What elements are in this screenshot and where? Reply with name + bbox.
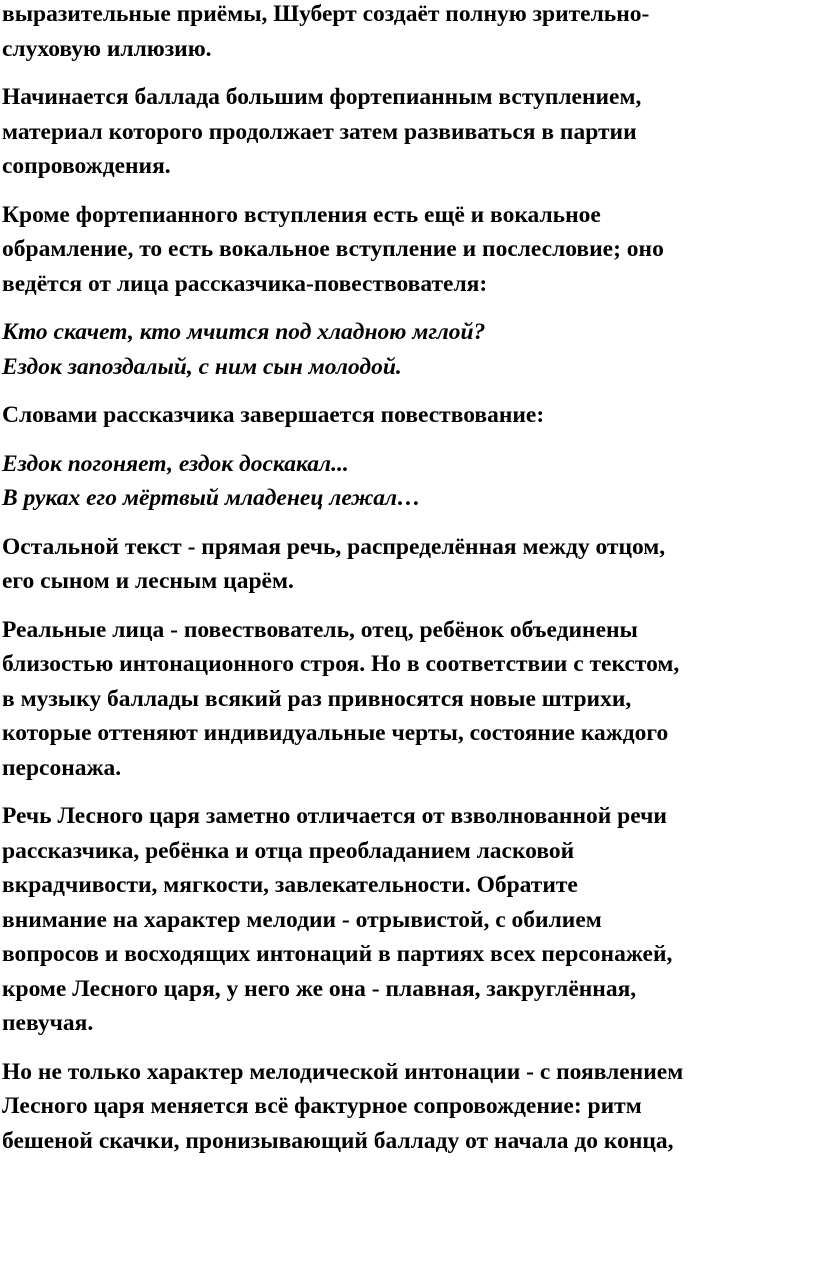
text-line: обрамление, то есть вокальное вступление и послесловие; оно — [2, 236, 664, 262]
text-line: в музыку баллады всякий раз привносятся новые штрихи, — [2, 685, 632, 712]
text-line: Речь Лесного царя заметно отличается от взволнованной речи — [2, 803, 667, 829]
text-line: близостью интонационного строя. Но в соответствии с текстом, — [2, 651, 680, 677]
text-line: персонажа. — [2, 754, 122, 781]
paragraph-forest-king-speech — [2, 799, 816, 1041]
text-line: слуховую иллюзию. — [2, 35, 212, 62]
text-line: выразительные приёмы, Шуберт создаёт полную зрительно- — [2, 1, 650, 27]
verse-line: Ездок запоздалый, с ним сын молодой. — [2, 353, 402, 380]
text-line: его сыном и лесным царём. — [2, 568, 294, 594]
text-line: Кроме фортепианного вступления есть ещё и вокальное — [2, 201, 601, 228]
paragraph-texture-change — [2, 1055, 816, 1159]
text-line: внимание на характер мелодии - отрывистой, с обилием — [2, 906, 602, 933]
quote-opening-verse — [2, 315, 816, 384]
text-line: бешеной скачки, пронизывающий балладу от начала до конца, — [2, 1127, 674, 1154]
text-line: певучая. — [2, 1010, 94, 1036]
paragraph-direct-speech — [2, 530, 816, 599]
verse-line: Ездок погоняет, ездок доскакал... — [2, 450, 349, 477]
text-line: Словами рассказчика завершается повествование: — [2, 402, 545, 428]
quote-closing-verse — [2, 447, 816, 516]
paragraph-vocal-frame — [2, 198, 816, 302]
text-line: ведётся от лица рассказчика-повествователя: — [2, 270, 488, 297]
text-line: сопровождения. — [2, 153, 171, 179]
text-line: Реальные лица - повествователь, отец, ребёнок объединены — [2, 616, 638, 643]
text-line: вкрадчивости, мягкости, завлекательности. Обратите — [2, 872, 578, 898]
text-line: Остальной текст - прямая речь, распределённая между отцом, — [2, 533, 666, 560]
text-line: вопросов и восходящих интонаций в партиях всех персонажей, — [2, 941, 673, 967]
text-line: материал которого продолжает затем развиваться в партии — [2, 118, 637, 145]
text-line: Начинается баллада большим фортепианным вступлением, — [2, 84, 642, 110]
paragraph-intro-continuation — [2, 0, 816, 66]
verse-line: В руках его мёртвый младенец лежал… — [2, 485, 421, 511]
text-line: которые оттеняют индивидуальные черты, состояние каждого — [2, 720, 669, 746]
text-line: Лесного царя меняется всё фактурное сопровождение: ритм — [2, 1093, 642, 1119]
verse-line: Кто скачет, кто мчится под хладною мглой? — [2, 319, 486, 345]
text-line: рассказчика, ребёнка и отца преобладанием ласковой — [2, 837, 575, 864]
paragraph-narrator-ending — [2, 398, 816, 433]
text-line: Но не только характер мелодической интонации - с появлением — [2, 1058, 684, 1085]
paragraph-piano-intro — [2, 80, 816, 184]
text-line: кроме Лесного царя, у него же она - плавная, закруглённая, — [2, 975, 637, 1002]
paragraph-real-characters — [2, 613, 816, 786]
